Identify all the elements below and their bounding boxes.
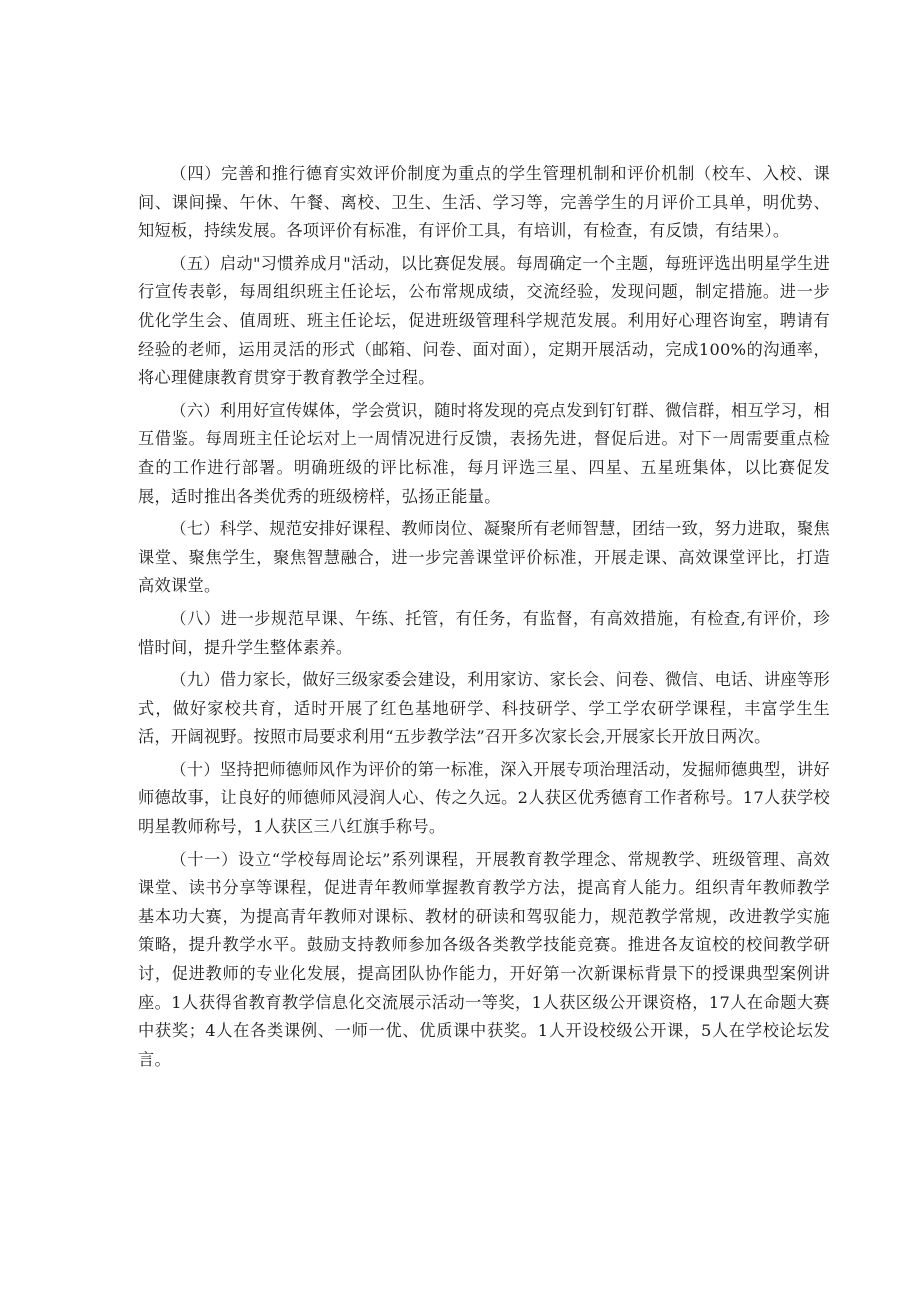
paragraph-9: （九）借力家长，做好三级家委会建设，利用家访、家长会、问卷、微信、电话、讲座等形式，做好家校共育，适时开展了红色基地研学、科技研学、学工学农研学课程，丰富学生生活，开阔视野。按照市局要求利用“五步教学法”召开多次家长会,开展家长开放日两次。 [138, 670, 830, 747]
paragraph-5: （五）启动"习惯养成月"活动，以比赛促发展。每周确定一个主题，每班评选出明星学生进行宣传表彰，每周组织班主任论坛，公布常规成绩，交流经验，发现问题，制定措施。进一步优化学生会、值周班、班主任论坛，促进班级管理科学规范发展。利用好心理咨询室，聘请有经验的老师，运用灵活的形式（邮箱、问卷、面对面），定期开展活动，完成100%的沟通率，将心理健康教育贯穿于教育教学全过程。 [138, 253, 830, 388]
paragraph-7: （七）科学、规范安排好课程、教师岗位、凝聚所有老师智慧，团结一致，努力进取，聚焦课堂、聚焦学生，聚焦智慧融合，进一步完善课堂评价标准，开展走课、高效课堂评比，打造高效课堂。 [138, 519, 830, 596]
paragraph-10: （十）坚持把师德师风作为评价的第一标准，深入开展专项治理活动，发掘师德典型，讲好师德故事，让良好的师德师风浸润人心、传之久远。2人获区优秀德育工作者称号。17人获学校明星教师称号，1人获区三八红旗手称号。 [138, 759, 830, 837]
paragraph-6: （六）利用好宣传媒体，学会赏识，随时将发现的亮点发到钉钉群、微信群，相互学习，相互借鉴。每周班主任论坛对上一周情况进行反馈，表扬先进，督促后进。对下一周需要重点检查的工作进行部署。明确班级的评比标准，每月评选三星、四星、五星班集体，以比赛促发展，适时推出各类优秀的班级榜样，弘扬正能量。 [138, 400, 830, 506]
paragraph-8: （八）进一步规范早课、午练、托管，有任务，有监督，有高效措施，有检查,有评价，珍惜时间，提升学生整体素养。 [138, 608, 830, 657]
document-body [138, 160, 830, 1078]
paragraph-4: （四）完善和推行德育实效评价制度为重点的学生管理机制和评价机制（校车、入校、课间、课间操、午休、午餐、离校、卫生、生活、学习等，完善学生的月评价工具单，明优势、知短板，持续发展。各项评价有标准，有评价工具，有培训，有检查，有反馈，有结果）。 [138, 164, 830, 241]
paragraph-11: （十一）设立“学校每周论坛”系列课程，开展教育教学理念、常规教学、班级管理、高效课堂、读书分享等课程，促进青年教师掌握教育教学方法，提高育人能力。组织青年教师教学基本功大赛，为提高青年教师对课标、教材的研读和驾驭能力，规范教学常规，改进教学实施策略，提升教学水平。鼓励支持教师参加各级各类教学技能竞赛。推进各友谊校的校间教学研讨，促进教师的专业化发展，提高团队协作能力，开好第一次新课标背景下的授课典型案例讲座。1人获得省教育教学信息化交流展示活动一等奖，1人获区级公开课资格，17人在命题大赛中获奖；4人在各类课例、一师一优、优质课中获奖。1人开设校级公开课，5人在学校论坛发言。 [138, 849, 830, 1069]
